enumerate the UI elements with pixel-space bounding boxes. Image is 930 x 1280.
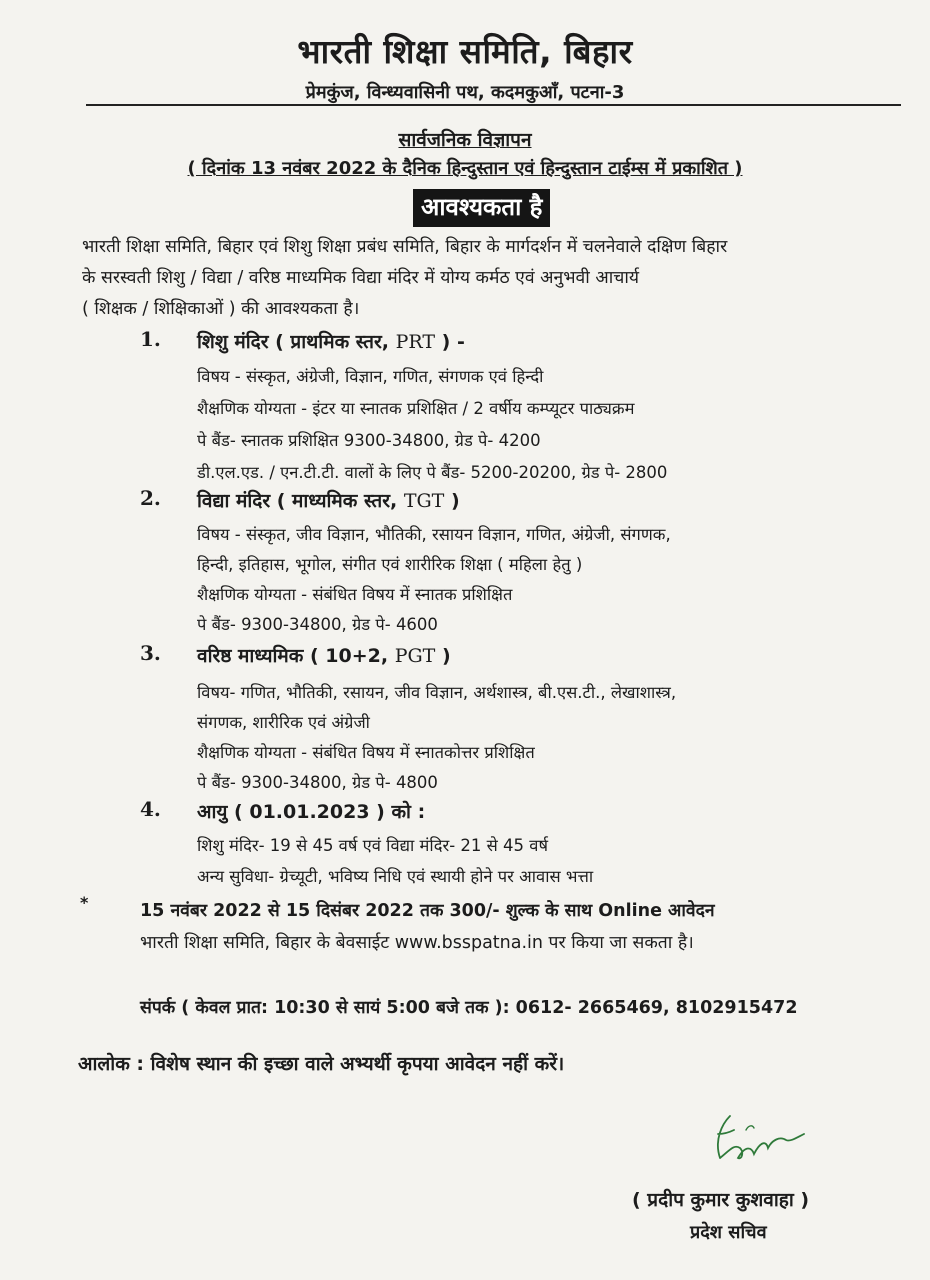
publication-note: ( दिनांक 13 नवंबर 2022 के दैनिक हिन्दुस्तान एवं हिन्दुस्तान टाईम्स में प्रकाशित ): [187, 158, 743, 179]
section-line: शैक्षणिक योग्यता - संबंधित विषय में स्नातक प्रशिक्षित: [197, 585, 513, 604]
section-number: 2.: [140, 486, 161, 510]
intro-paragraph: [82, 232, 902, 325]
section-line: विषय - संस्कृत, अंग्रेजी, विज्ञान, गणित, संगणक एवं हिन्दी: [197, 367, 544, 386]
section-number: 4.: [140, 797, 161, 821]
org-address: प्रेमकुंज, विन्ध्यवासिनी पथ, कदमकुआँ, पटना-3: [305, 82, 625, 103]
notice-warning: आलोक : विशेष स्थान की इच्छा वाले अभ्यर्थी कृपया आवेदन नहीं करें।: [78, 1053, 565, 1075]
requirement-banner: आवश्यकता है: [413, 189, 550, 227]
signature-mark: [700, 1110, 810, 1175]
section-line: विषय- गणित, भौतिकी, रसायन, जीव विज्ञान, अर्थशास्त्र, बी.एस.टी., लेखाशास्त्र,: [197, 683, 677, 702]
section-number: 3.: [140, 641, 161, 665]
section-line: संगणक, शारीरिक एवं अंग्रेजी: [197, 713, 370, 732]
section-line: पे बैंड- स्नातक प्रशिक्षित 9300-34800, ग्रेड पे- 4200: [197, 431, 541, 450]
application-line: 15 नवंबर 2022 से 15 दिसंबर 2022 तक 300/- शुल्क के साथ Online आवेदन: [140, 901, 715, 921]
section-line: शैक्षणिक योग्यता - इंटर या स्नातक प्रशिक्षित / 2 वर्षीय कम्प्यूटर पाठ्यक्रम: [197, 399, 635, 418]
notice-title: सार्वजनिक विज्ञापन: [398, 129, 532, 151]
intro-line: भारती शिक्षा समिति, बिहार एवं शिशु शिक्षा प्रबंध समिति, बिहार के मार्गदर्शन में चलनेवाले दक्षिण बिहार: [82, 237, 728, 257]
section-title: आयु ( 01.01.2023 ) को :: [197, 801, 426, 823]
section-line: अन्य सुविधा- ग्रेच्यूटी, भविष्य निधि एवं स्थायी होने पर आवास भत्ता: [197, 867, 594, 886]
application-line: भारती शिक्षा समिति, बिहार के बेवसाईट www.bsspatna.in पर किया जा सकता है।: [140, 933, 694, 953]
section-line: हिन्दी, इतिहास, भूगोल, संगीत एवं शारीरिक शिक्षा ( महिला हेतु ): [197, 555, 583, 574]
section-line: पे बैंड- 9300-34800, ग्रेड पे- 4800: [197, 773, 438, 792]
contact-info: संपर्क ( केवल प्रात: 10:30 से सायं 5:00 बजे तक ): 0612- 2665469, 8102915472: [140, 998, 798, 1018]
section-line: शैक्षणिक योग्यता - संबंधित विषय में स्नातकोत्तर प्रशिक्षित: [197, 743, 535, 762]
section-title: विद्या मंदिर ( माध्यमिक स्तर, TGT ): [197, 490, 460, 512]
signer-designation: प्रदेश सचिव: [690, 1222, 767, 1243]
section-line: विषय - संस्कृत, जीव विज्ञान, भौतिकी, रसायन विज्ञान, गणित, अंग्रेजी, संगणक,: [197, 525, 671, 544]
org-name: भारती शिक्षा समिति, बिहार: [297, 32, 633, 71]
signer-name: ( प्रदीप कुमार कुशवाहा ): [632, 1189, 810, 1211]
asterisk-marker: *: [80, 893, 89, 912]
section-title: वरिष्ठ माध्यमिक ( 10+2, PGT ): [197, 645, 451, 667]
intro-line: के सरस्वती शिशु / विद्या / वरिष्ठ माध्यमिक विद्या मंदिर में योग्य कर्मठ एवं अनुभवी आचार्य: [82, 268, 640, 288]
section-line: डी.एल.एड. / एन.टी.टी. वालों के लिए पे बैंड- 5200-20200, ग्रेड पे- 2800: [197, 463, 668, 482]
section-title: शिशु मंदिर ( प्राथमिक स्तर, PRT ) -: [197, 331, 465, 353]
section-line: शिशु मंदिर- 19 से 45 वर्ष एवं विद्या मंदिर- 21 से 45 वर्ष: [197, 836, 548, 855]
header-divider: [86, 104, 901, 106]
section-number: 1.: [140, 327, 161, 351]
intro-line: ( शिक्षक / शिक्षिकाओं ) की आवश्यकता है।: [82, 299, 360, 319]
section-line: पे बैंड- 9300-34800, ग्रेड पे- 4600: [197, 615, 438, 634]
